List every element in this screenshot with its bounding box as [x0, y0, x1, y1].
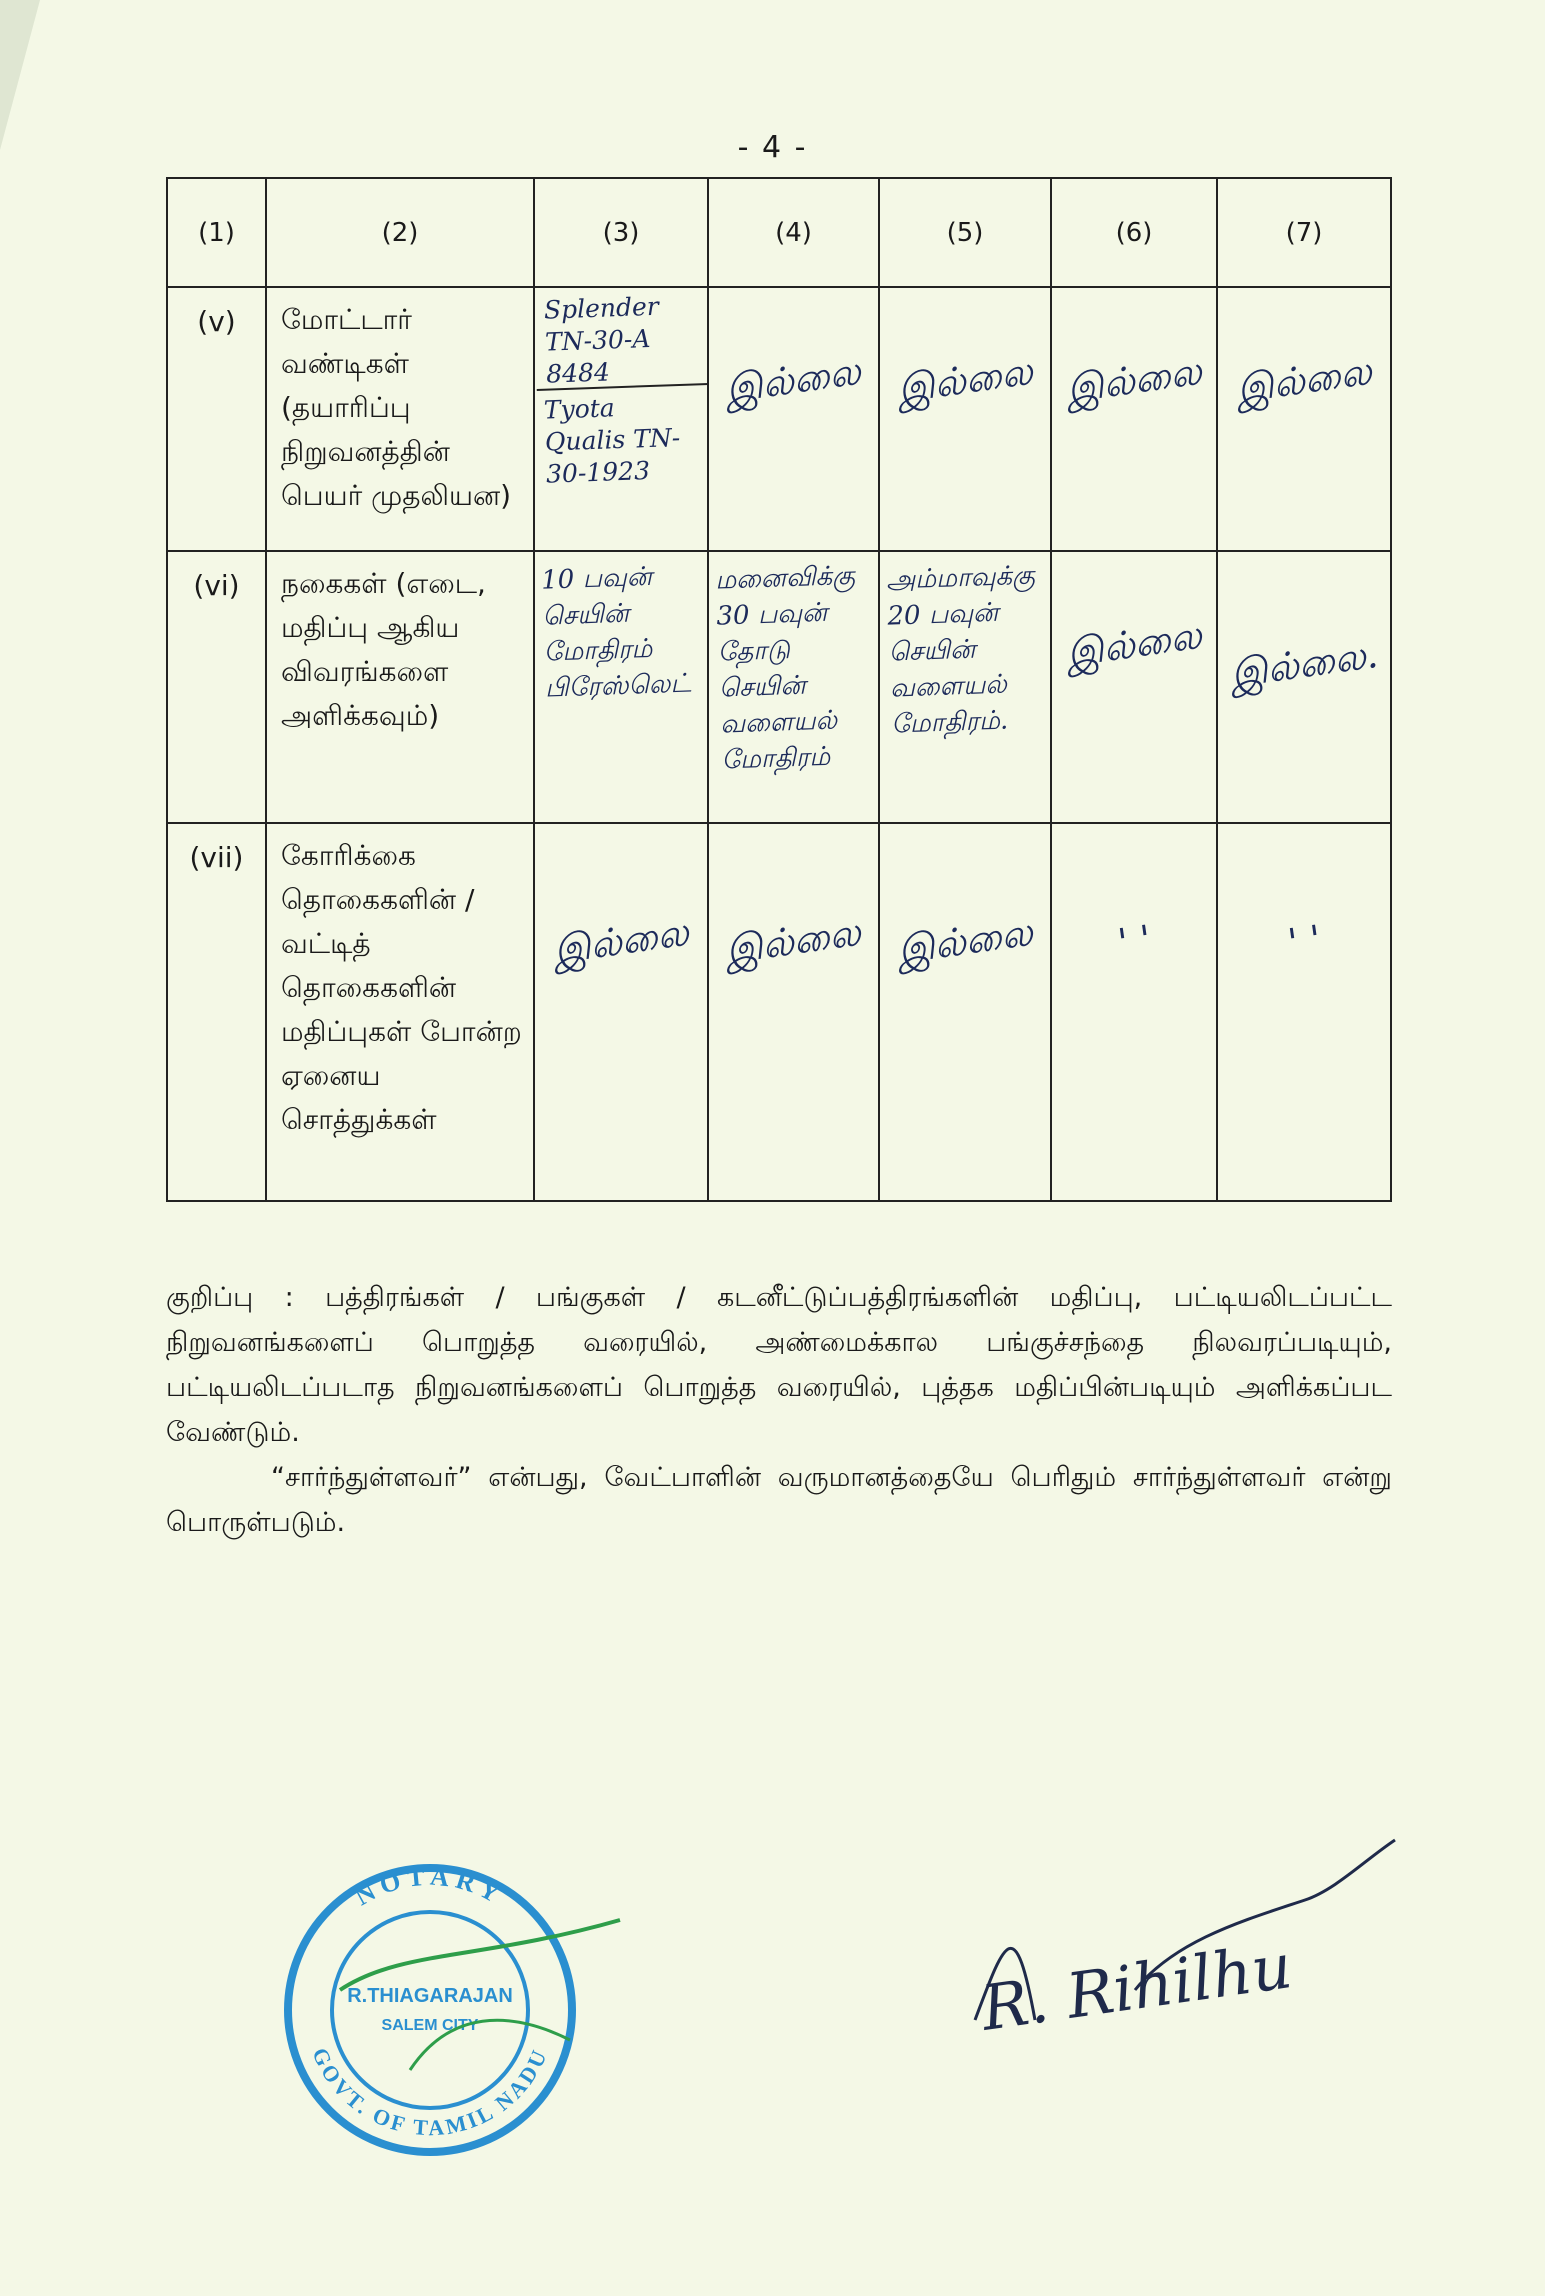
- handwritten-entry: இல்லை: [550, 909, 692, 973]
- table-cell: [534, 823, 708, 1201]
- row-description: மோட்டார் வண்டிகள் (தயாரிப்பு நிறுவனத்தின் பெயர் முதலியன): [266, 287, 534, 551]
- column-header: (5): [879, 178, 1051, 287]
- handwritten-entry: இல்லை: [1063, 612, 1205, 676]
- asset-table: [166, 177, 1392, 1202]
- handwritten-entry: இல்லை: [1063, 348, 1205, 412]
- table-cell: [1051, 287, 1217, 551]
- handwritten-entry: இல்லை.: [1227, 631, 1381, 697]
- table-cell: [708, 287, 879, 551]
- table-cell: [708, 823, 879, 1201]
- table-cell: [1051, 823, 1217, 1201]
- row-number: (vii): [167, 823, 266, 1201]
- signature-text: R. Rihilhu: [976, 1929, 1297, 2045]
- seal-signature-stroke: [340, 1920, 620, 1990]
- column-header: (3): [534, 178, 708, 287]
- table-cell: [879, 823, 1051, 1201]
- column-header: (6): [1051, 178, 1217, 287]
- handwritten-entry: Tyota Qualis TN-30-1923: [543, 393, 681, 489]
- handwritten-entry: அம்மாவுக்கு 20 பவுன் செயின் வளையல் மோதிரம்.: [874, 548, 1055, 826]
- table-cell: [1217, 287, 1391, 551]
- handwritten-entry: 10 பவுன் செயின் மோதிரம் பிரேஸ்லெட்: [529, 548, 712, 826]
- row-number: (vi): [167, 551, 266, 823]
- page-corner-fold: [0, 0, 40, 150]
- handwritten-entry: இல்லை: [894, 909, 1036, 973]
- table-cell: [1051, 551, 1217, 823]
- table-cell: [1217, 551, 1391, 823]
- handwritten-entry: இல்லை: [723, 909, 864, 973]
- handwritten-entry: இல்லை: [1233, 348, 1375, 412]
- handwritten-entry: Splender TN-30-A 8484: [533, 285, 708, 391]
- row-number: (v): [167, 287, 266, 551]
- seal-inner-ring: [332, 1912, 528, 2108]
- column-header: (2): [266, 178, 534, 287]
- handwritten-entry: ' ': [1284, 916, 1324, 966]
- row-description: நகைகள் (எடை, மதிப்பு ஆகிய விவரங்களை அளிக்கவும்): [266, 551, 534, 823]
- table-cell: [1217, 823, 1391, 1201]
- seal-name-text: R.THIAGARAJAN: [347, 1985, 513, 2007]
- seal-city-text: SALEM CITY: [381, 2017, 479, 2034]
- vehicle-details-cell: [534, 287, 708, 551]
- handwritten-entry: இல்லை: [894, 348, 1036, 412]
- notary-seal-stamp: [280, 1860, 640, 2160]
- footnote: [166, 1275, 1392, 1545]
- seal-top-text: NOTARY: [350, 1861, 510, 1912]
- footnote-paragraph: “சார்ந்துள்ளவர்” என்பது, வேட்பாளின் வருமானத்தையே பெரிதும் சார்ந்துள்ளவர் என்று பொருள்படும்.: [166, 1462, 1392, 1538]
- table-row: [167, 823, 1391, 1201]
- footnote-paragraph: குறிப்பு : பத்திரங்கள் / பங்குகள் / கடனீட்டுப்பத்திரங்களின் மதிப்பு, பட்டியலிடப்பட்ட நிறுவனங்களைப் பொறுத்த வரையில், அண்மைக்கால பங்குச்சந்தை நிலவரப்படியும், பட்டியலிடப்படாத நிறுவனங்களைப் பொறுத்த வரையில், புத்தக மதிப்பின்படியும் அளிக்கப்பட வேண்டும்.: [166, 1282, 1392, 1448]
- table-cell: [879, 287, 1051, 551]
- column-header: (1): [167, 178, 266, 287]
- column-header: (7): [1217, 178, 1391, 287]
- table-row: [167, 551, 1391, 823]
- table-row: [167, 287, 1391, 551]
- seal-bottom-text: GOVT. OF TAMIL NADU: [307, 2043, 553, 2141]
- page-number: - 4 -: [737, 130, 808, 165]
- handwritten-entry: ' ': [1114, 916, 1154, 966]
- table-header-row: [167, 178, 1391, 287]
- signature: [945, 1820, 1405, 2070]
- handwritten-entry: இல்லை: [723, 348, 864, 412]
- handwritten-entry: மனைவிக்கு 30 பவுன் தோடு செயின் வளையல் மோதிரம்: [703, 548, 883, 826]
- row-description: கோரிக்கை தொகைகளின் / வட்டித் தொகைகளின் மதிப்புகள் போன்ற ஏனைய சொத்துக்கள்: [266, 823, 534, 1201]
- column-header: (4): [708, 178, 879, 287]
